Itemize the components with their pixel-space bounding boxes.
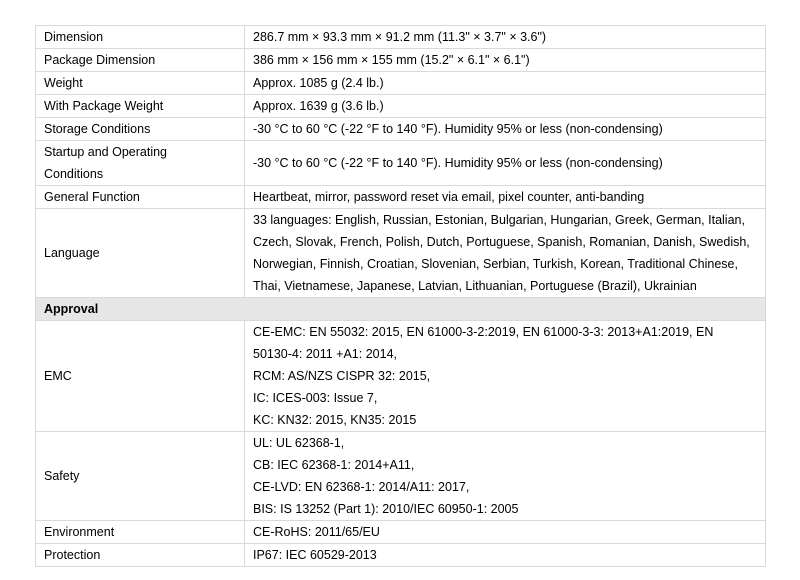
spec-value: KC: KN32: 2015, KN35: 2015	[253, 413, 417, 427]
spec-value-cell	[245, 321, 766, 432]
spec-value-cell	[245, 95, 766, 118]
spec-row	[36, 49, 766, 72]
spec-value-cell	[245, 141, 766, 186]
spec-row	[36, 95, 766, 118]
spec-label: General Function	[44, 190, 140, 204]
spec-value: BIS: IS 13252 (Part 1): 2010/IEC 60950-1: 2005	[253, 502, 519, 516]
spec-label-cell	[36, 72, 245, 95]
spec-label-cell	[36, 95, 245, 118]
spec-row	[36, 521, 766, 544]
spec-row	[36, 432, 766, 521]
spec-value-cell	[245, 432, 766, 521]
spec-label: Conditions	[44, 167, 104, 181]
spec-value: CE-RoHS: 2011/65/EU	[253, 525, 380, 539]
spec-label-cell	[36, 141, 245, 186]
spec-label: Safety	[44, 469, 80, 483]
section-header-row	[36, 298, 766, 321]
spec-value: Heartbeat, mirror, password reset via email, pixel counter, anti-banding	[253, 190, 645, 204]
spec-value-cell	[245, 49, 766, 72]
spec-value: 286.7 mm × 93.3 mm × 91.2 mm (11.3" × 3.7" × 3.6")	[253, 30, 547, 44]
spec-value: IC: ICES-003: Issue 7,	[253, 391, 378, 405]
spec-label: Environment	[44, 525, 115, 539]
spec-value: CE-LVD: EN 62368-1: 2014/A11: 2017,	[253, 480, 470, 494]
spec-row	[36, 544, 766, 567]
spec-value: 386 mm × 156 mm × 155 mm (15.2" × 6.1" × 6.1")	[253, 53, 530, 67]
spec-value: -30 °C to 60 °C (-22 °F to 140 °F). Humidity 95% or less (non-condensing)	[253, 122, 663, 136]
spec-label-cell	[36, 118, 245, 141]
spec-value: -30 °C to 60 °C (-22 °F to 140 °F). Humidity 95% or less (non-condensing)	[253, 156, 663, 170]
spec-label-cell	[36, 186, 245, 209]
spec-value-cell	[245, 118, 766, 141]
spec-label: Protection	[44, 548, 101, 562]
spec-row	[36, 141, 766, 186]
spec-label: Package Dimension	[44, 53, 156, 67]
spec-table-body	[36, 26, 766, 567]
spec-value: Approx. 1085 g (2.4 lb.)	[253, 76, 384, 90]
spec-label-cell	[36, 521, 245, 544]
spec-value-cell	[245, 209, 766, 298]
spec-label: Startup and Operating	[44, 145, 167, 159]
spec-value-cell	[245, 544, 766, 567]
spec-value: RCM: AS/NZS CISPR 32: 2015,	[253, 369, 431, 383]
spec-value: Czech, Slovak, French, Polish, Dutch, Portuguese, Spanish, Romanian, Danish, Swedish,	[253, 235, 750, 249]
spec-value: 50130-4: 2011 +A1: 2014,	[253, 347, 397, 361]
spec-value: CE-EMC: EN 55032: 2015, EN 61000-3-2:2019, EN 61000-3-3: 2013+A1:2019, EN	[253, 325, 714, 339]
spec-value: UL: UL 62368-1,	[253, 436, 345, 450]
spec-label: EMC	[44, 369, 72, 383]
spec-value: 33 languages: English, Russian, Estonian, Bulgarian, Hungarian, Greek, German, Italian,	[253, 213, 745, 227]
spec-value-cell	[245, 26, 766, 49]
spec-value-cell	[245, 186, 766, 209]
spec-table	[35, 25, 766, 567]
spec-label-cell	[36, 49, 245, 72]
spec-label: Dimension	[44, 30, 104, 44]
spec-value: CB: IEC 62368-1: 2014+A11,	[253, 458, 415, 472]
spec-value: IP67: IEC 60529-2013	[253, 548, 377, 562]
spec-label-cell	[36, 432, 245, 521]
spec-label: Weight	[44, 76, 83, 90]
spec-label-cell	[36, 544, 245, 567]
section-header: Approval	[36, 298, 766, 321]
spec-row	[36, 72, 766, 95]
spec-label: Storage Conditions	[44, 122, 151, 136]
spec-value-cell	[245, 521, 766, 544]
spec-label-cell	[36, 26, 245, 49]
spec-value: Thai, Vietnamese, Japanese, Latvian, Lithuanian, Portuguese (Brazil), Ukrainian	[253, 279, 697, 293]
spec-label: Language	[44, 246, 100, 260]
spec-row	[36, 118, 766, 141]
spec-label-cell	[36, 321, 245, 432]
spec-value-cell	[245, 72, 766, 95]
spec-label: With Package Weight	[44, 99, 164, 113]
spec-row	[36, 321, 766, 432]
spec-value: Norwegian, Finnish, Croatian, Slovenian, Serbian, Turkish, Korean, Traditional Chinese,	[253, 257, 738, 271]
spec-row	[36, 26, 766, 49]
spec-value: Approx. 1639 g (3.6 lb.)	[253, 99, 384, 113]
spec-row	[36, 209, 766, 298]
spec-label-cell	[36, 209, 245, 298]
spec-row	[36, 186, 766, 209]
